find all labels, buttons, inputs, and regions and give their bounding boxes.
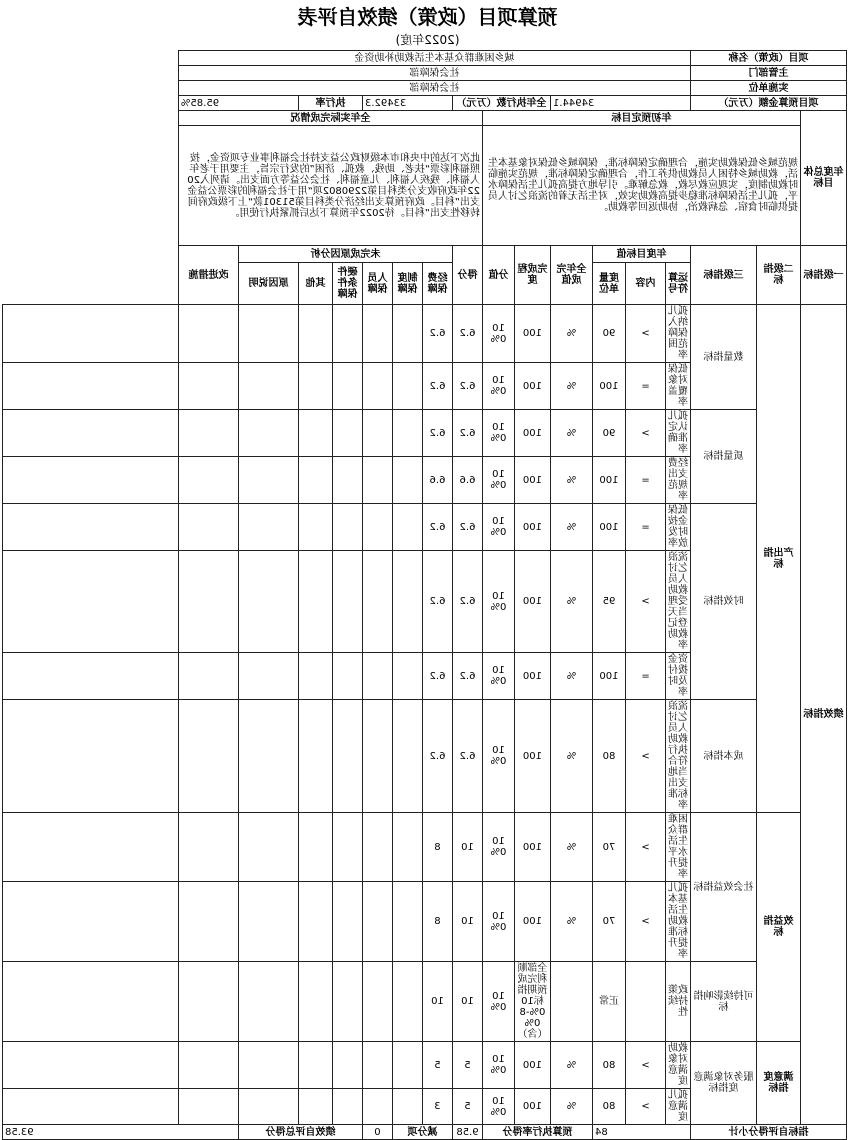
label-project-name: 项目（政策）名称 xyxy=(690,51,846,66)
sustain-indicator-cell: 可持续影响指标 xyxy=(690,962,756,1042)
header-reason-title: 未完成原因分析 xyxy=(238,246,452,263)
label-annual-goal: 年度总体目标 xyxy=(801,111,847,246)
row-r3 xyxy=(332,305,362,363)
row-r3 xyxy=(332,653,362,700)
row-measures xyxy=(3,813,179,882)
label-budget-total: 项目预算金额（万元） xyxy=(690,96,846,111)
row-content: 流浪乞讨人员救助执行符合当地支出标准率 xyxy=(665,700,690,813)
row-reason xyxy=(178,962,238,1042)
row-r3 xyxy=(332,813,362,882)
row-r2 xyxy=(362,410,392,457)
row-op: = xyxy=(625,653,665,700)
label-exec-score: 预算执行率得分 xyxy=(482,1125,592,1140)
row-unit: % xyxy=(550,700,592,813)
row-r4 xyxy=(298,1042,332,1089)
row-r4 xyxy=(298,962,332,1042)
row-unit: % xyxy=(550,813,592,882)
row-actual: 100 xyxy=(514,363,550,410)
row-op: > xyxy=(625,551,665,653)
row-target: 100 xyxy=(592,653,625,700)
row-r1 xyxy=(392,551,422,653)
row-target: 正常 xyxy=(592,962,625,1042)
row-completion: 100% xyxy=(482,410,514,457)
row-r5 xyxy=(238,457,298,504)
row-measures xyxy=(3,504,179,551)
row-completion: 100% xyxy=(482,363,514,410)
row-target: 70 xyxy=(592,813,625,882)
row-weight: 5 xyxy=(452,1089,482,1125)
row-r1 xyxy=(392,410,422,457)
row-unit: % xyxy=(550,1089,592,1125)
row-content: 孤儿纳入保障范围率 xyxy=(665,305,690,363)
row-op: = xyxy=(625,504,665,551)
cost-indicator-cell: 成本指标 xyxy=(690,700,756,813)
row-r3 xyxy=(332,363,362,410)
row-completion: 100% xyxy=(482,457,514,504)
row-r3 xyxy=(332,551,362,653)
row-r4 xyxy=(298,1089,332,1125)
row-measures xyxy=(3,363,179,410)
row-content: 低保对象覆盖率 xyxy=(665,363,690,410)
row-op: > xyxy=(625,305,665,363)
row-r5 xyxy=(238,1089,298,1125)
evaluation-table xyxy=(2,50,847,1140)
row-target: 70 xyxy=(592,882,625,962)
row-reason xyxy=(178,1089,238,1125)
row-op: > xyxy=(625,882,665,962)
row-reason xyxy=(178,504,238,551)
header-l2: 二级指标 xyxy=(757,246,801,305)
row-weight: 6.6 xyxy=(452,457,482,504)
row-r3 xyxy=(332,410,362,457)
label-actual-completion: 全年实际完成情况 xyxy=(178,111,482,126)
row-op: = xyxy=(625,457,665,504)
exec-total-value: 33492.3 xyxy=(362,96,452,111)
row-r1 xyxy=(392,700,422,813)
year-subtitle: (2022年度) xyxy=(395,33,460,47)
header-r3: 人员保障 xyxy=(362,263,392,305)
header-content: 内容 xyxy=(625,263,665,305)
row-completion: 100% xyxy=(482,813,514,882)
label-exec-rate: 执行率 xyxy=(298,96,362,111)
row-actual: 100 xyxy=(514,457,550,504)
row-reason xyxy=(178,551,238,653)
header-score: 得分 xyxy=(452,246,482,305)
row-score: 6.2 xyxy=(422,504,452,551)
row-op: > xyxy=(625,813,665,882)
row-r5 xyxy=(238,813,298,882)
row-measures xyxy=(3,410,179,457)
row-content: 经费支出规范率 xyxy=(665,457,690,504)
row-r5 xyxy=(238,504,298,551)
row-completion: 100% xyxy=(482,1042,514,1089)
row-target: 90 xyxy=(592,305,625,363)
header-op: 运算符号 xyxy=(665,263,690,305)
row-weight: 10 xyxy=(452,813,482,882)
row-r2 xyxy=(362,700,392,813)
impl-unit-value: 社会保障部 xyxy=(178,81,690,96)
row-r2 xyxy=(362,813,392,882)
row-op: > xyxy=(625,1089,665,1125)
timeliness-indicator-cell: 时效指标 xyxy=(690,504,756,700)
row-reason xyxy=(178,410,238,457)
row-measures xyxy=(3,882,179,962)
table-row xyxy=(3,813,847,882)
row-weight: 6.2 xyxy=(452,551,482,653)
deduct-value: 0 xyxy=(362,1125,392,1140)
row-unit: % xyxy=(550,504,592,551)
row-measures xyxy=(3,1042,179,1089)
row-r1 xyxy=(392,363,422,410)
row-r2 xyxy=(362,363,392,410)
row-completion: 100% xyxy=(482,504,514,551)
table-row xyxy=(3,700,847,813)
header-completion: 完成程度 xyxy=(514,246,550,305)
header-actual: 全年完成值 xyxy=(550,246,592,305)
row-r1 xyxy=(392,813,422,882)
row-r3 xyxy=(332,1042,362,1089)
row-weight: 6.2 xyxy=(452,653,482,700)
row-r2 xyxy=(362,504,392,551)
row-measures xyxy=(3,305,179,363)
social-indicator-cell: 社会效益指标 xyxy=(690,813,756,962)
row-r3 xyxy=(332,457,362,504)
row-target: 100 xyxy=(592,363,625,410)
row-actual: 100 xyxy=(514,305,550,363)
row-op: > xyxy=(625,1042,665,1089)
budget-total-value: 34944.1 xyxy=(550,96,690,111)
row-r2 xyxy=(362,551,392,653)
row-target: 80 xyxy=(592,1042,625,1089)
row-r5 xyxy=(238,363,298,410)
row-actual: 100 xyxy=(514,504,550,551)
row-target: 100 xyxy=(592,457,625,504)
row-content: 困难群众生活水平提升率 xyxy=(665,813,690,882)
row-reason xyxy=(178,813,238,882)
row-unit: % xyxy=(550,305,592,363)
row-r5 xyxy=(238,305,298,363)
row-unit: % xyxy=(550,1042,592,1089)
row-r5 xyxy=(238,551,298,653)
row-unit: % xyxy=(550,653,592,700)
row-r2 xyxy=(362,305,392,363)
label-preset-goal: 年初预定目标 xyxy=(482,111,800,126)
row-content: 流浪乞讨人员救助受理当天登记救助率 xyxy=(665,551,690,653)
quality-indicator-cell: 质量指标 xyxy=(690,410,756,504)
row-r4 xyxy=(298,551,332,653)
header-measures: 改进措施 xyxy=(178,246,238,305)
row-r4 xyxy=(298,653,332,700)
row-content: 资金拨付及时率 xyxy=(665,653,690,700)
row-target: 80 xyxy=(592,1089,625,1125)
row-completion: 100% xyxy=(482,653,514,700)
row-completion: 100% xyxy=(482,882,514,962)
row-weight: 6.2 xyxy=(452,504,482,551)
row-weight: 6.2 xyxy=(452,700,482,813)
row-weight: 6.2 xyxy=(452,363,482,410)
row-score: 6.2 xyxy=(422,305,452,363)
header-reason-desc: 原因说明 xyxy=(238,263,298,305)
actual-completion-text: 此次下达的中央和市本级财政公益支持社会福利事业专项资金，按照福利彩票“扶老、助残、救孤、济困”的发行宗旨，主要用于老年人福利、残疾人福利、儿童福利、社会公益等方面支出。请列入2022年政府收支分类科目第2290802项“用于社会福利的彩票公益金支出”科目。政府预算支出经济分类科目第51301款“上下级政府间转移性支出”科目。待2022年预算下达后抓紧执行使用。 xyxy=(178,126,482,246)
row-score: 6.2 xyxy=(422,653,452,700)
row-op xyxy=(625,962,665,1042)
row-measures xyxy=(3,653,179,700)
row-completion: 100% xyxy=(482,962,514,1042)
row-r3 xyxy=(332,700,362,813)
row-actual: 100 xyxy=(514,653,550,700)
row-r2 xyxy=(362,962,392,1042)
header-l1: 一级指标 xyxy=(801,246,847,305)
row-r5 xyxy=(238,962,298,1042)
row-actual: 100 xyxy=(514,700,550,813)
row-actual: 全部顺利完成预期指标100%-80%（含） xyxy=(514,962,550,1042)
row-r1 xyxy=(392,1089,422,1125)
label-impl-unit: 实施单位 xyxy=(690,81,846,96)
row-r3 xyxy=(332,962,362,1042)
row-unit: % xyxy=(550,410,592,457)
table-row xyxy=(3,1042,847,1089)
row-actual: 100 xyxy=(514,1042,550,1089)
service-indicator-cell: 服务对象满意度指标 xyxy=(690,1042,756,1125)
row-r1 xyxy=(392,504,422,551)
row-r5 xyxy=(238,700,298,813)
row-r2 xyxy=(362,882,392,962)
footer-row xyxy=(3,1125,847,1140)
row-target: 80 xyxy=(592,700,625,813)
header-weight: 分值 xyxy=(482,246,514,305)
row-r1 xyxy=(392,653,422,700)
row-completion: 100% xyxy=(482,1089,514,1125)
row-completion: 100% xyxy=(482,305,514,363)
row-measures xyxy=(3,962,179,1042)
row-content: 政策持续性 xyxy=(665,962,690,1042)
label-subtotal: 指标自评得分小计 xyxy=(690,1125,846,1140)
row-r4 xyxy=(298,813,332,882)
row-reason xyxy=(178,305,238,363)
row-actual: 100 xyxy=(514,1089,550,1125)
benefit-indicator-cell: 效益指标 xyxy=(757,813,801,1042)
row-score: 6.2 xyxy=(422,700,452,813)
row-unit: % xyxy=(550,882,592,962)
row-r3 xyxy=(332,882,362,962)
row-completion: 100% xyxy=(482,551,514,653)
row-weight: 10 xyxy=(452,882,482,962)
row-score: 6.2 xyxy=(422,551,452,653)
satisfaction-indicator-cell: 满意度指标 xyxy=(757,1042,801,1125)
row-content: 救助对象满意度 xyxy=(665,1042,690,1089)
row-r5 xyxy=(238,410,298,457)
row-score: 8 xyxy=(422,813,452,882)
label-total-score: 绩效自评总得分 xyxy=(238,1125,362,1140)
qty-indicator-cell: 数量指标 xyxy=(690,305,756,410)
row-weight: 10 xyxy=(452,962,482,1042)
row-score: 6.6 xyxy=(422,457,452,504)
row-r2 xyxy=(362,653,392,700)
label-dept: 主管部门 xyxy=(690,66,846,81)
total-score-value: 93.58 xyxy=(3,1125,239,1140)
row-reason xyxy=(178,1042,238,1089)
row-r4 xyxy=(298,882,332,962)
header-target: 年度目标值 xyxy=(592,246,690,263)
header-r4: 硬件条件保障 xyxy=(332,263,362,305)
row-weight: 6.2 xyxy=(452,305,482,363)
row-reason xyxy=(178,363,238,410)
row-r5 xyxy=(238,882,298,962)
row-measures xyxy=(3,457,179,504)
row-r4 xyxy=(298,457,332,504)
header-r5: 其他 xyxy=(298,263,332,305)
row-actual: 100 xyxy=(514,551,550,653)
row-op: > xyxy=(625,410,665,457)
row-r2 xyxy=(362,1089,392,1125)
table-row xyxy=(3,504,847,551)
row-content: 孤儿基本生活救助标准提升率 xyxy=(665,882,690,962)
row-op: = xyxy=(625,363,665,410)
row-content: 低保金按时发放率 xyxy=(665,504,690,551)
row-score: 8 xyxy=(422,882,452,962)
output-indicator-cell: 产出指标 xyxy=(757,305,801,813)
row-reason xyxy=(178,882,238,962)
table-row xyxy=(3,305,847,363)
row-r2 xyxy=(362,1042,392,1089)
header-r1: 经费保障 xyxy=(422,263,452,305)
row-actual: 100 xyxy=(514,813,550,882)
dept-value: 社会保障部 xyxy=(178,66,690,81)
row-r5 xyxy=(238,1042,298,1089)
row-r1 xyxy=(392,962,422,1042)
table-row xyxy=(3,962,847,1042)
table-row xyxy=(3,410,847,457)
row-measures xyxy=(3,700,179,813)
row-target: 95 xyxy=(592,551,625,653)
row-reason xyxy=(178,653,238,700)
row-r2 xyxy=(362,457,392,504)
label-exec-total: 全年执行数（万元） xyxy=(452,96,550,111)
row-actual: 100 xyxy=(514,882,550,962)
header-r2: 制度保障 xyxy=(392,263,422,305)
row-unit: % xyxy=(550,551,592,653)
perf-indicator-cell: 绩效指标 xyxy=(801,305,847,1125)
row-weight: 6.2 xyxy=(452,410,482,457)
row-measures xyxy=(3,1089,179,1125)
header-unit: 度量单位 xyxy=(592,263,625,305)
row-r1 xyxy=(392,882,422,962)
row-weight: 5 xyxy=(452,1042,482,1089)
label-deduct: 减分项 xyxy=(392,1125,452,1140)
row-r5 xyxy=(238,653,298,700)
row-r1 xyxy=(392,1042,422,1089)
exec-score-value: 9.58 xyxy=(452,1125,482,1140)
row-r3 xyxy=(332,504,362,551)
row-completion: 100% xyxy=(482,700,514,813)
header-l3: 三级指标 xyxy=(690,246,756,305)
row-r4 xyxy=(298,363,332,410)
row-measures xyxy=(3,551,179,653)
row-score: 3 xyxy=(422,1089,452,1125)
row-score: 6.2 xyxy=(422,410,452,457)
row-r4 xyxy=(298,410,332,457)
row-target: 90 xyxy=(592,410,625,457)
row-r1 xyxy=(392,305,422,363)
row-r1 xyxy=(392,457,422,504)
row-target: 100 xyxy=(592,504,625,551)
row-reason xyxy=(178,457,238,504)
row-content: 孤儿满意度 xyxy=(665,1089,690,1125)
row-actual: 100 xyxy=(514,410,550,457)
preset-goal-text: 规范城乡低保救助实施，合理确定保障标准，保障城乡低保对象基本生活，救助城乡特困人员救助供养工作，合理确定保障标准，规范实施临时救助制度，实现应救尽救，救急解难。引导地方提高孤儿生活保障水平，孤儿生活保障标准稳步提高救助实效，对生活无着的流浪乞讨人员提供临时食宿、急病救治，协助返回等救助。 xyxy=(482,126,800,246)
row-r3 xyxy=(332,1089,362,1125)
row-unit: % xyxy=(550,457,592,504)
page-title: 预算项目（政策）绩效自评表 xyxy=(297,5,558,29)
row-content: 孤儿认定准确率 xyxy=(665,410,690,457)
row-score: 10 xyxy=(422,962,452,1042)
row-r4 xyxy=(298,504,332,551)
exec-rate-value: 95.85% xyxy=(178,96,298,111)
row-unit: % xyxy=(550,363,592,410)
subtotal-value: 84 xyxy=(592,1125,690,1140)
row-score: 5 xyxy=(422,1042,452,1089)
row-op: > xyxy=(625,700,665,813)
project-name-value: 城乡困难群众基本生活救助补助资金 xyxy=(178,51,690,66)
row-r4 xyxy=(298,305,332,363)
row-score: 6.2 xyxy=(422,363,452,410)
row-reason xyxy=(178,700,238,813)
row-unit xyxy=(550,962,592,1042)
row-r4 xyxy=(298,700,332,813)
